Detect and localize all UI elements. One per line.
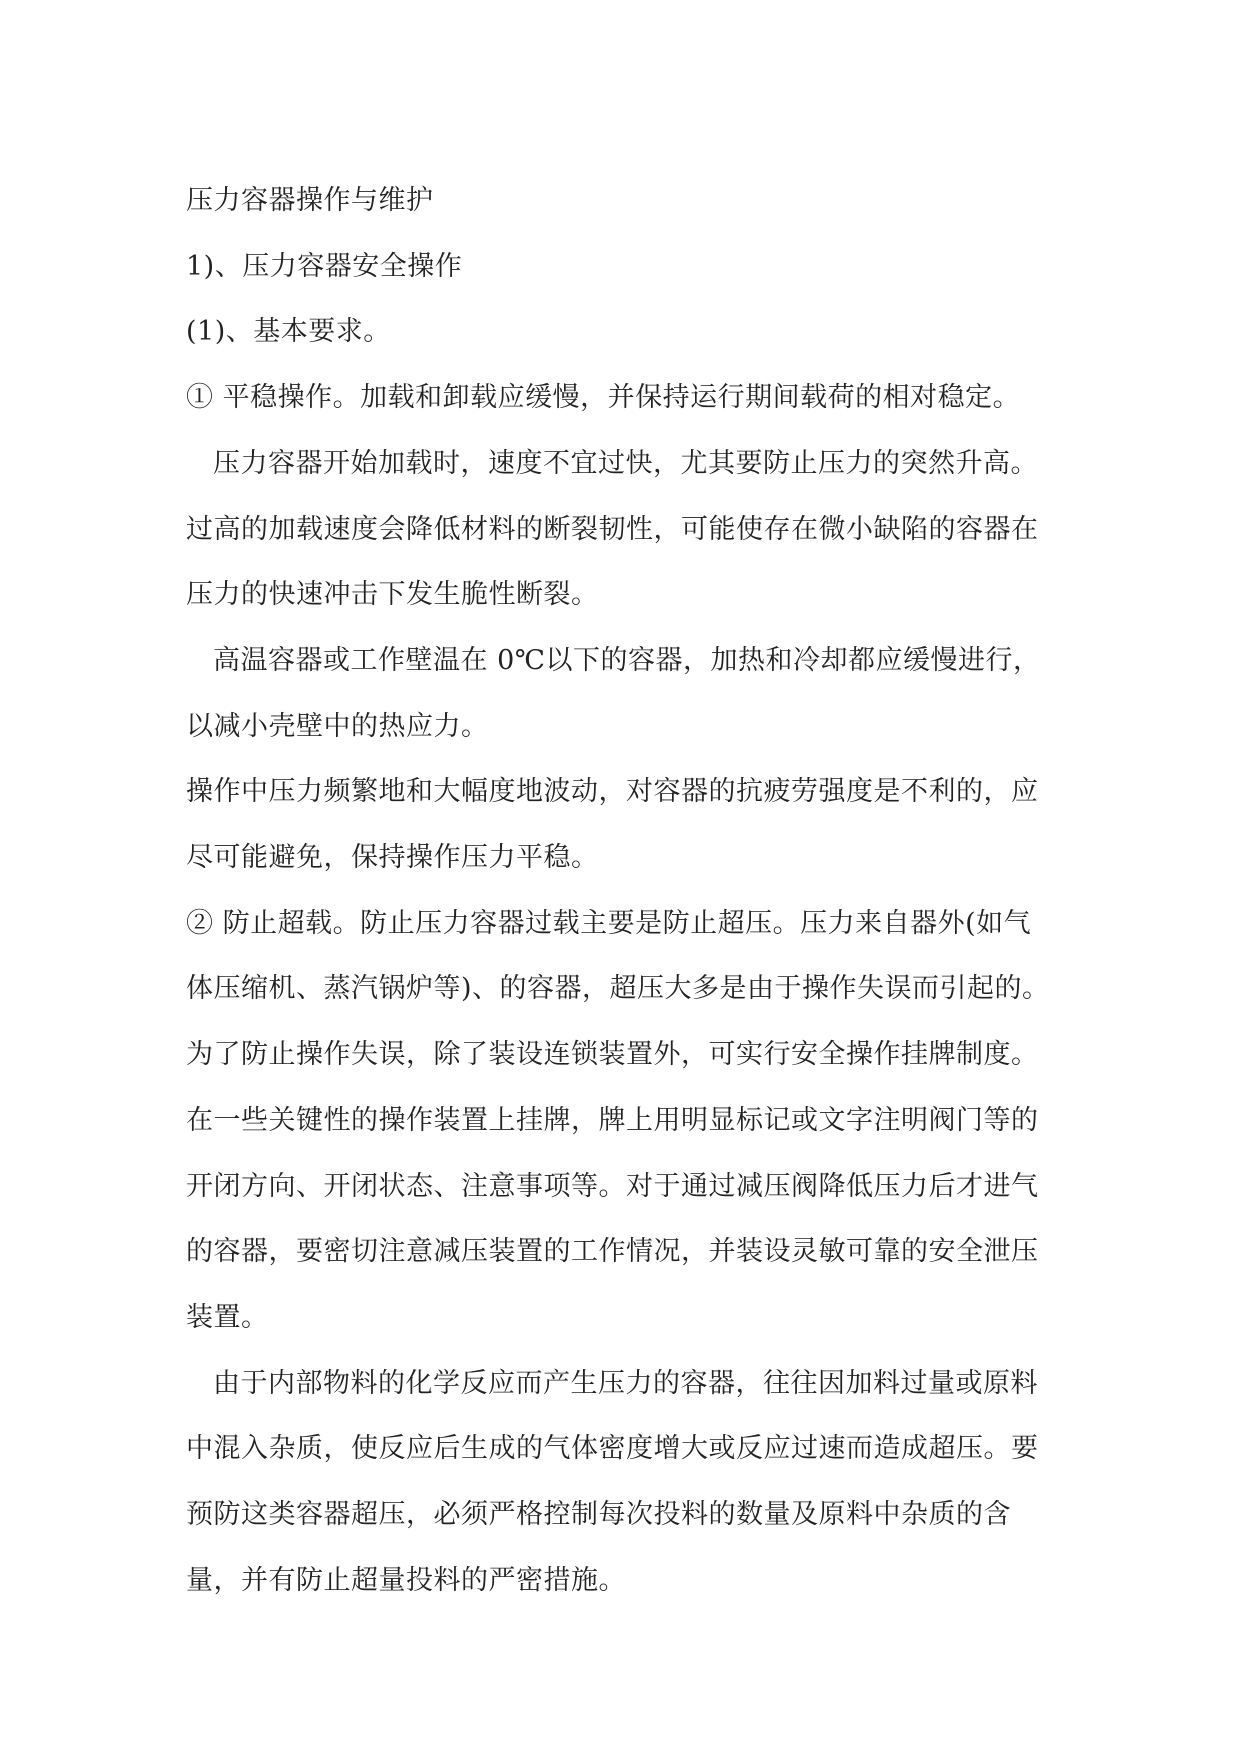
paragraph-smooth-operation: ① 平稳操作。加载和卸载应缓慢，并保持运行期间载荷的相对稳定。	[186, 382, 1021, 414]
paragraph-loading-speed: 压力容器开始加载时，速度不宜过快，尤其要防止压力的突然升高。过高的加载速度会降低材料的断裂韧性，可能使存在微小缺陷的容器在压力的快速冲击下发生脆性断裂。	[186, 447, 1039, 611]
paragraph-prevent-overload: ② 防止超载。防止压力容器过载主要是防止超压。压力来自器外(如气体压缩机、蒸汽锅炉等)、的容器，超压大多是由于操作失误而引起的。为了防止操作失误，除了装设连锁装置外，可实行安全操作挂牌制度。在一些关键性的操作装置上挂牌，牌上用明显标记或文字注明阀门等的开闭方向、开闭状态、注意事项等。对于通过减压阀降低压力后才进气的容器，要密切注意减压装置的工作情况，并装设灵敏可靠的安全泄压装置。	[186, 907, 1050, 1333]
section-heading: 1)、压力容器安全操作	[186, 250, 463, 282]
paragraph-pressure-fluctuation: 操作中压力频繁地和大幅度地波动，对容器的抗疲劳强度是不利的，应尽可能避免，保持操作压力平稳。	[186, 776, 1039, 874]
paragraph-thermal-stress: 高温容器或工作壁温在 0℃以下的容器，加热和冷却都应缓慢进行，以减小壳壁中的热应力。	[186, 644, 1041, 742]
paragraph-chemical-reaction: 由于内部物料的化学反应而产生压力的容器，往往因加料过量或原料中混入杂质，使反应后生成的气体密度增大或反应过速而造成超压。要预防这类容器超压，必须严格控制每次投料的数量及原料中杂质的含量，并有防止超量投料的严密措施。	[186, 1367, 1039, 1596]
document-body	[186, 168, 1056, 1613]
subsection-heading: (1)、基本要求。	[186, 316, 391, 348]
document-title: 压力容器操作与维护	[186, 185, 434, 216]
